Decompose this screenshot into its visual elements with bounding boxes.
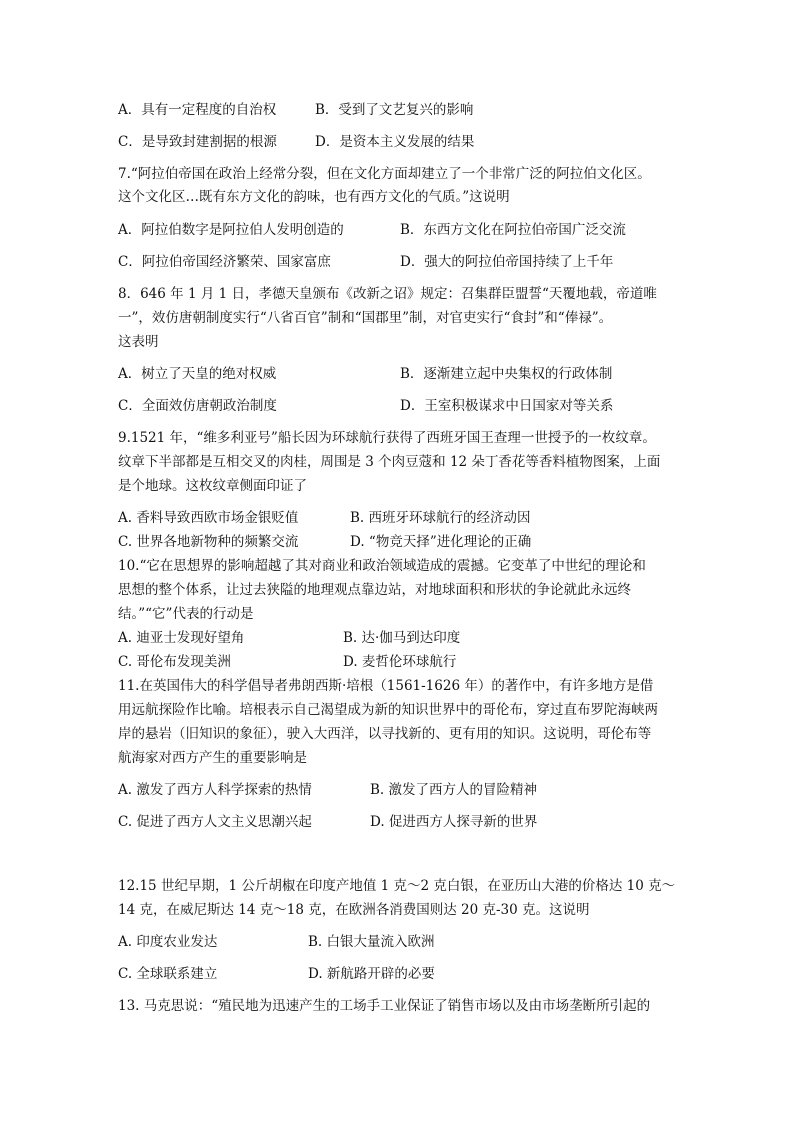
q8-stem-line-1: 8．646 年 1 月 1 日，孝德天皇颁布《改新之诏》规定：召集群臣盟誓“天覆地载，帝道唯 — [118, 286, 657, 302]
q12-stem-line-1: 12.15 世纪早期，1 公斤胡椒在印度产地值 1 克～2 克白银，在亚历山大港的价格达 10 克～ — [118, 878, 676, 894]
q11-option-a: A. 激发了西方人科学探索的热情 — [118, 782, 312, 798]
q7-stem-line-1: 7.“阿拉伯帝国在政治上经常分裂，但在文化方面却建立了一个非常广泛的阿拉伯文化区。 — [118, 166, 651, 182]
q10-stem-line-2: 思想的整个体系，让过去狭隘的地理观点靠边站，对地球面积和形状的争论就此永远终 — [118, 582, 631, 598]
q6-option-c: C．是导致封建割据的根源 — [118, 134, 277, 150]
q6-option-b: B．受到了文艺复兴的影响 — [315, 102, 474, 118]
q11-option-b: B. 激发了西方人的冒险精神 — [370, 782, 538, 798]
q11-option-c: C. 促进了西方人文主义思潮兴起 — [118, 814, 312, 830]
q9-stem-line-3: 是个地球。这枚纹章侧面印证了 — [118, 478, 307, 494]
q7-option-b: B．东西方文化在阿拉伯帝国广泛交流 — [400, 222, 626, 238]
q9-stem-line-1: 9.1521 年，“维多利亚号”船长因为环球航行获得了西班牙国王查理一世授予的一枚纹章。 — [118, 430, 656, 446]
q8-option-a: A．树立了天皇的绝对权威 — [118, 366, 277, 382]
q12-stem-line-2: 14 克，在威尼斯达 14 克～18 克，在欧洲各消费国则达 20 克-30 克。这说明 — [118, 902, 590, 918]
q13-stem-line-1: 13. 马克思说：“殖民地为迅速产生的工场手工业保证了销售市场以及由市场垄断所引起的 — [118, 998, 651, 1014]
q9-option-c: C. 世界各地新物种的频繁交流 — [118, 534, 299, 550]
q7-stem-line-2: 这个文化区…既有东方文化的韵味，也有西方文化的气质。”这说明 — [118, 189, 510, 205]
q12-option-b: B. 白银大量流入欧洲 — [308, 934, 435, 950]
q10-stem-line-1: 10.“它在思想界的影响超越了其对商业和政治领域造成的震撼。它变革了中世纪的理论和 — [118, 558, 646, 574]
q9-option-a: A. 香料导致西欧市场金银贬值 — [118, 510, 299, 526]
q10-option-b: B. 达·伽马到达印度 — [343, 630, 461, 646]
q11-stem-line-1: 11.在英国伟大的科学倡导者弗朗西斯·培根（1561-1626 年）的著作中，有许多地方是借 — [118, 678, 654, 694]
q9-option-d: D. “物竞天择”进化理论的正确 — [350, 534, 532, 550]
q11-stem-line-4: 航海家对西方产生的重要影响是 — [118, 750, 307, 766]
q8-option-d: D．王室积极谋求中日国家对等关系 — [400, 398, 614, 414]
q12-option-a: A. 印度农业发达 — [118, 934, 218, 950]
q10-option-c: C. 哥伦布发现美洲 — [118, 654, 231, 670]
q10-option-d: D. 麦哲伦环球航行 — [343, 654, 457, 670]
q6-option-d: D．是资本主义发展的结果 — [315, 134, 475, 150]
q11-option-d: D. 促进西方人探寻新的世界 — [370, 814, 538, 830]
q8-stem-line-2: 一”，效仿唐朝制度实行“八省百官”制和“国郡里”制，对官吏实行“食封”和“俸禄”。 — [118, 310, 613, 326]
q9-option-b: B. 西班牙环球航行的经济动因 — [350, 510, 531, 526]
q7-option-c: C．阿拉伯帝国经济繁荣、国家富庶 — [118, 254, 331, 270]
q10-option-a: A. 迪亚士发现好望角 — [118, 630, 245, 646]
q11-stem-line-3: 岸的悬岩（旧知识的象征），驶入大西洋，以寻找新的、更有用的知识。这说明，哥伦布等 — [118, 726, 652, 742]
q8-option-b: B．逐渐建立起中央集权的行政体制 — [400, 366, 613, 382]
q12-option-d: D. 新航路开辟的必要 — [308, 966, 435, 982]
q7-option-d: D．强大的阿拉伯帝国持续了上千年 — [400, 254, 614, 270]
q6-option-a: A．具有一定程度的自治权 — [118, 102, 277, 118]
q10-stem-line-3: 结。”“它”代表的行动是 — [118, 606, 254, 622]
q8-option-c: C．全面效仿唐朝政治制度 — [118, 398, 277, 414]
q7-option-a: A．阿拉伯数字是阿拉伯人发明创造的 — [118, 222, 344, 238]
q9-stem-line-2: 纹章下半部都是互相交叉的肉桂，周围是 3 个肉豆蔻和 12 朵丁香花等香料植物图案，上面 — [118, 454, 661, 470]
q8-stem-line-3: 这表明 — [118, 334, 159, 350]
q12-option-c: C. 全球联系建立 — [118, 966, 218, 982]
q11-stem-line-2: 用远航探险作比喻。培根表示自己渴望成为新的知识世界中的哥伦布，穿过直布罗陀海峡两 — [118, 702, 658, 718]
